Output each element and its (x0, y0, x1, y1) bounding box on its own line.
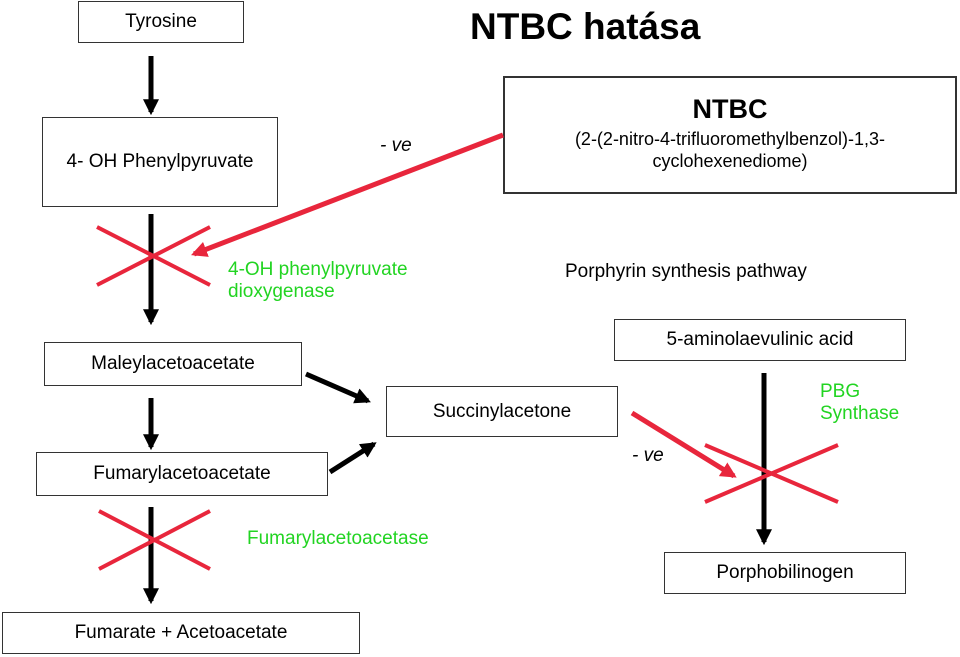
fah-enzyme-label: Fumarylacetoacetase (247, 528, 429, 549)
ntbc-name: NTBC (692, 94, 768, 124)
porphyrin-pathway-label: Porphyrin synthesis pathway (565, 261, 807, 282)
inhibition-arrow-ntbc-to-hppd (194, 135, 503, 254)
hppd-label-line2: dioxygenase (228, 281, 335, 302)
succinylacetone-box: Succinylacetone (386, 386, 618, 437)
tyrosine-box: Tyrosine (78, 1, 244, 43)
pbg-label-line2: Synthase (820, 403, 900, 424)
inhibition-arrow-succinylacetone-to-pbg-synthase (632, 413, 734, 476)
fumarate-acetoacetate-box: Fumarate + Acetoacetate (2, 612, 360, 654)
page-title: NTBC hatása (470, 6, 701, 47)
pbg-synthase-blocked-cross (705, 445, 838, 502)
porphobilinogen-box: Porphobilinogen (664, 552, 906, 594)
arrow-fumarylacetoacetate-to-succinylacetone (330, 444, 374, 472)
fah-blocked-cross (99, 511, 210, 569)
negative-effect-label-bottom: - ve (632, 445, 664, 466)
pbg-label-line1: PBG (820, 381, 861, 402)
phenylpyruvate-box: 4- OH Phenylpyruvate (42, 117, 278, 207)
aminolaevulinic-acid-box: 5-aminolaevulinic acid (614, 319, 906, 361)
ntbc-chemical-line1: (2-(2-nitro-4-trifluoromethylbenzol)-1,3- (574, 129, 886, 149)
arrow-maleylacetoacetate-to-succinylacetone (306, 374, 368, 401)
hppd-label-line1: 4-OH phenylpyruvate (228, 259, 408, 280)
negative-effect-label-top: - ve (380, 135, 412, 156)
fumarylacetoacetate-box: Fumarylacetoacetate (36, 452, 328, 496)
ntbc-chemical-line2: cyclohexenediome) (652, 151, 808, 171)
maleylacetoacetate-box: Maleylacetoacetate (44, 342, 302, 386)
